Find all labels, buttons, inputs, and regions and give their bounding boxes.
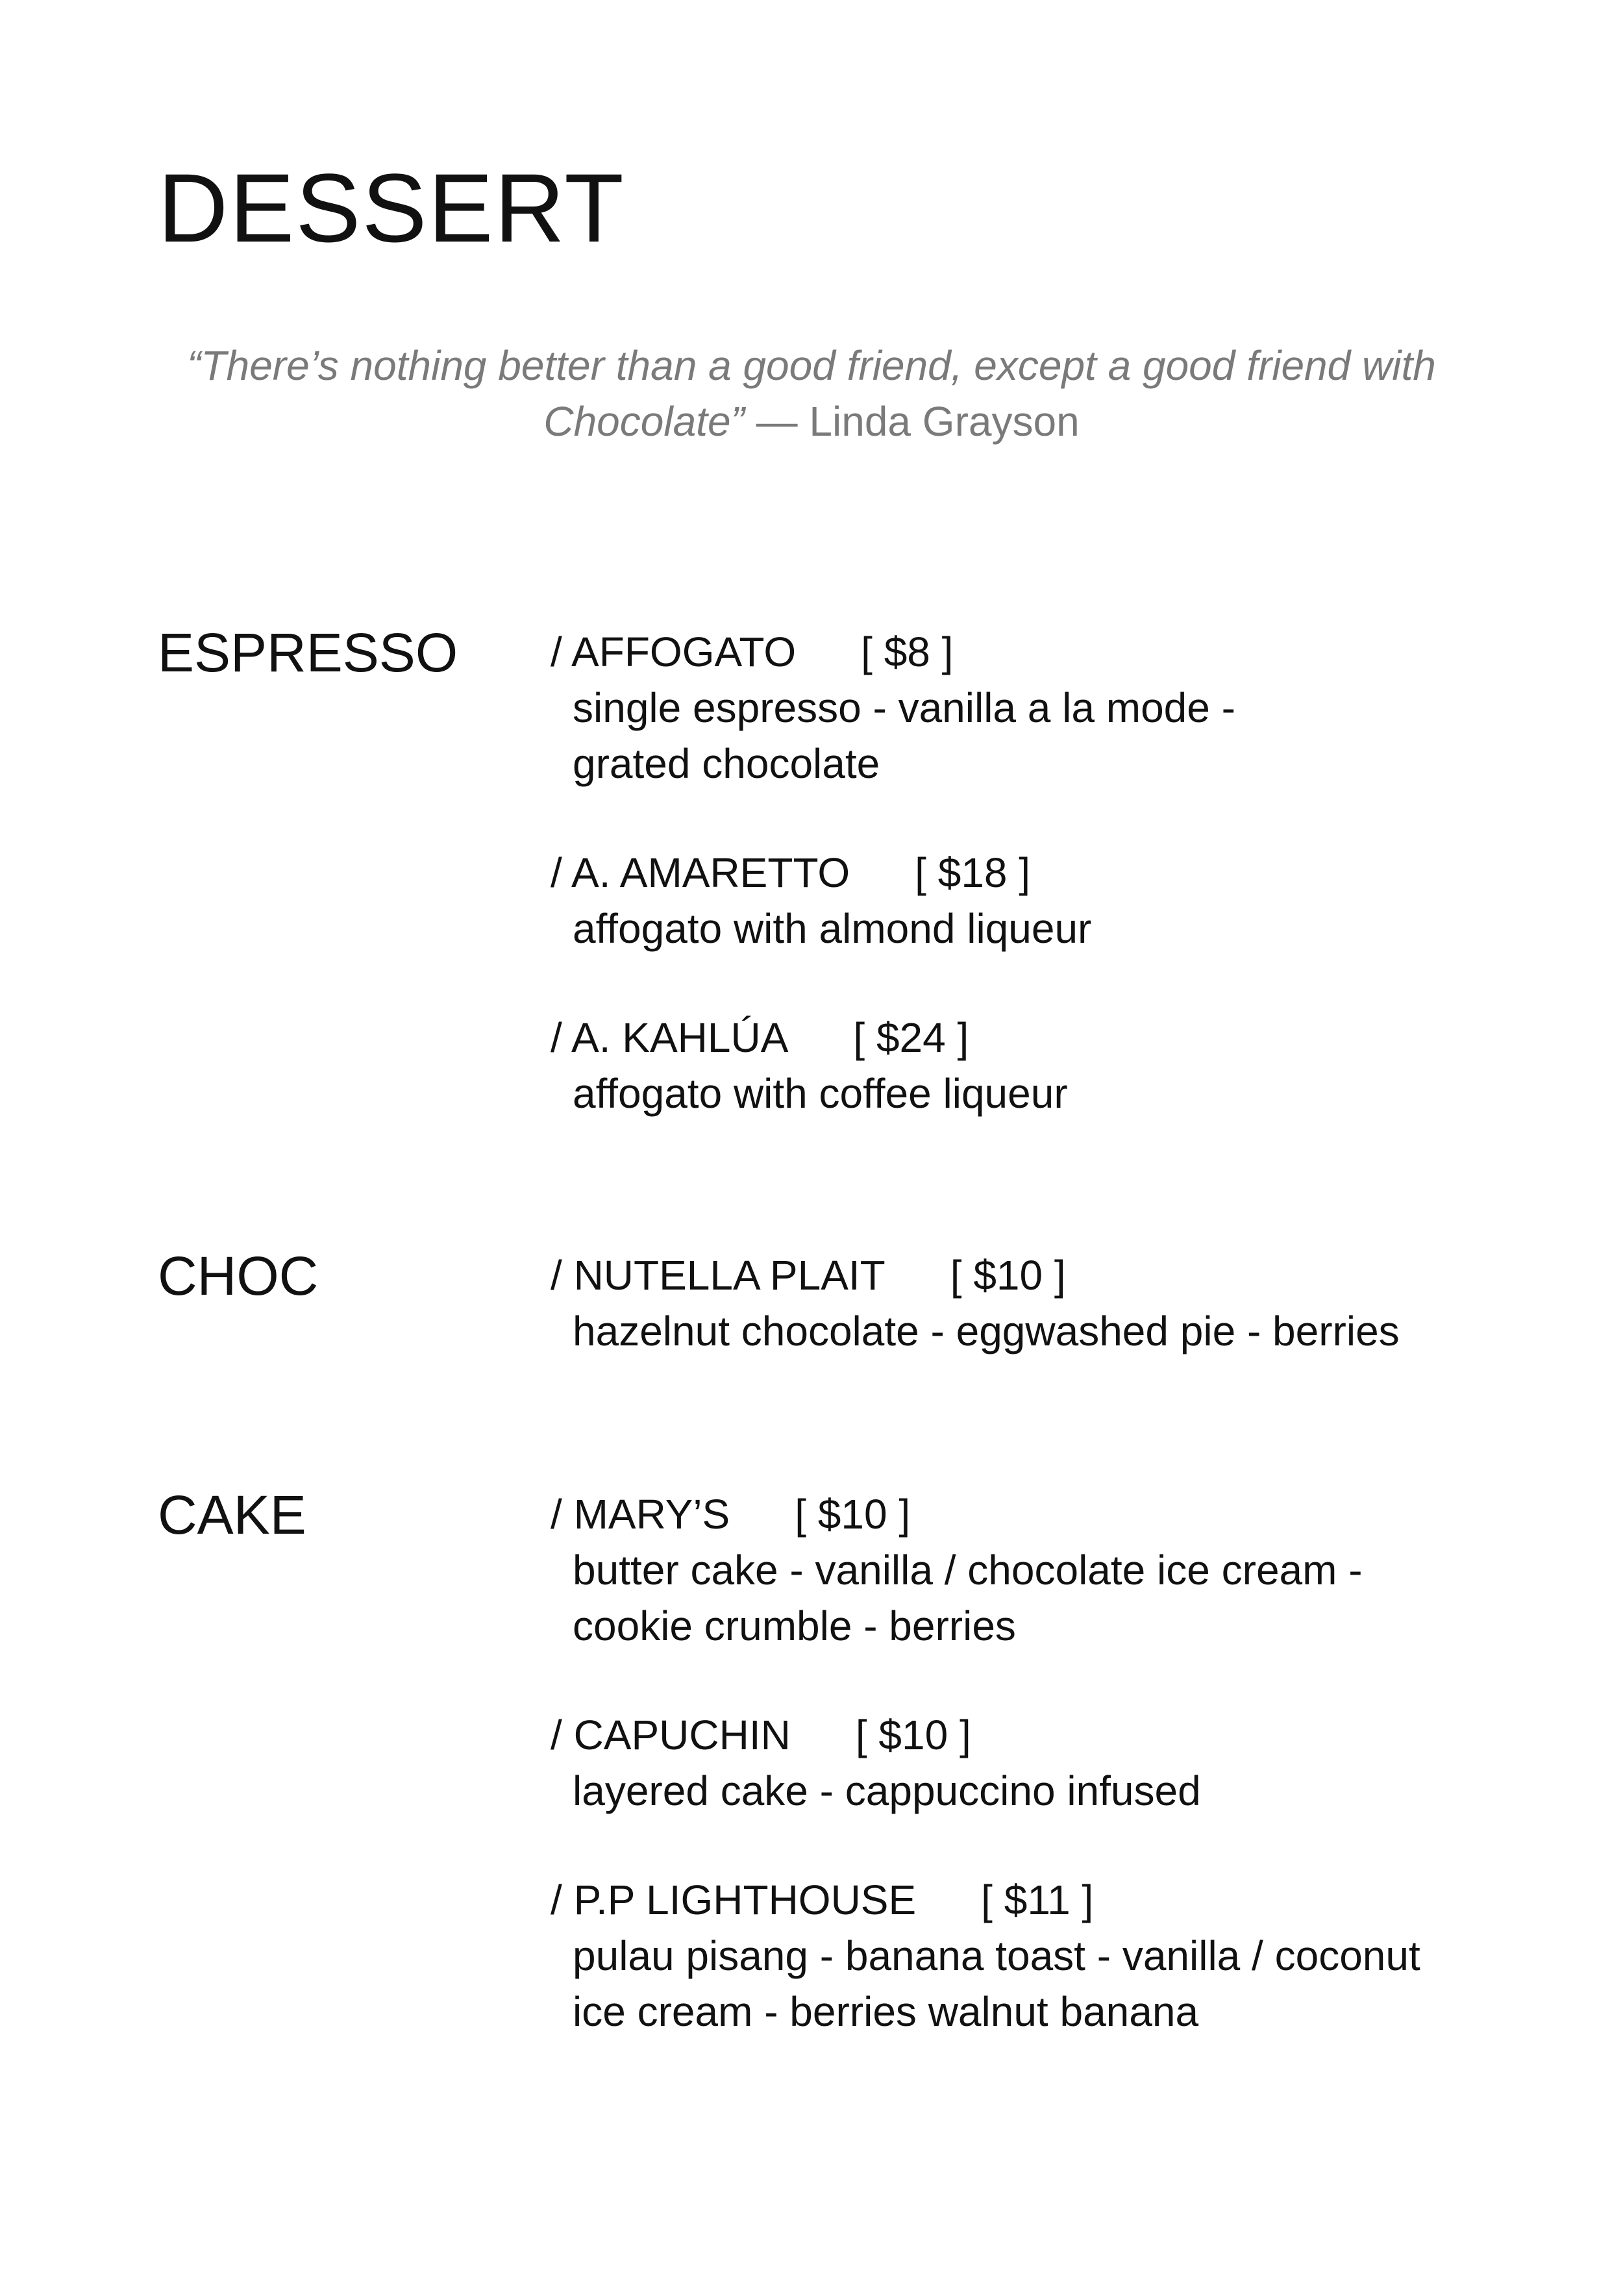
menu-item-heading [551,624,1524,680]
menu-item-name: / CAPUCHIN [551,1712,791,1758]
menu-item-price: [ $11 ] [981,1877,1094,1923]
menu-item-name: / AFFOGATO [551,629,797,675]
menu-item-price: [ $8 ] [861,629,954,675]
menu-item [551,1486,1524,1654]
quote [117,338,1506,449]
menu-item-name: / NUTELLA PLAIT [551,1252,886,1299]
section-name: ESPRESSO [158,622,458,683]
menu-item [551,845,1524,956]
quote-text: “There’s nothing better than a good friend, except a good friend with Chocolate” [187,342,1436,445]
menu-item-price: [ $10 ] [795,1491,911,1538]
menu-item-description: layered cake - cappuccino infused [573,1767,1201,1814]
menu-item-heading [551,1247,1524,1303]
menu-item-price: [ $24 ] [853,1014,969,1061]
section-items [551,1486,1524,2093]
menu-item-heading [551,1486,1524,1542]
menu-item-price: [ $10 ] [950,1252,1066,1299]
menu-item-name: / A. KAHLÚA [551,1014,789,1061]
page-title: DESSERT [158,153,625,262]
menu-item [551,624,1524,792]
menu-item [551,1872,1524,2040]
section-items [551,624,1524,1175]
menu-item-heading [551,845,1524,901]
menu-item-price: [ $18 ] [915,849,1031,896]
menu-item-heading [551,1707,1524,1763]
menu-item-heading [551,1872,1524,1928]
section-name: CAKE [158,1484,306,1545]
section-items [551,1247,1524,1412]
menu-item-name: / P.P LIGHTHOUSE [551,1877,917,1923]
menu-item-price: [ $10 ] [855,1712,971,1758]
menu-item-heading [551,1010,1524,1066]
menu-item-description: pulau pisang - banana toast - vanilla / coconut ice cream - berries walnut banana [573,1932,1420,2035]
menu-item-description: butter cake - vanilla / chocolate ice cream - cookie crumble - berries [573,1547,1363,1649]
menu-item-description: single espresso - vanilla a la mode - grated chocolate [573,684,1235,787]
menu-item-description: hazelnut chocolate - eggwashed pie - berries [573,1308,1400,1354]
menu-item-name: / MARY’S [551,1491,730,1538]
menu-item-description: affogato with almond liqueur [573,905,1092,952]
menu-item-description: affogato with coffee liqueur [573,1070,1068,1117]
section-name: CHOC [158,1245,319,1306]
menu-item [551,1010,1524,1121]
quote-author: — Linda Grayson [744,398,1080,445]
menu-item [551,1247,1524,1359]
menu-item [551,1707,1524,1819]
menu-item-name: / A. AMARETTO [551,849,850,896]
